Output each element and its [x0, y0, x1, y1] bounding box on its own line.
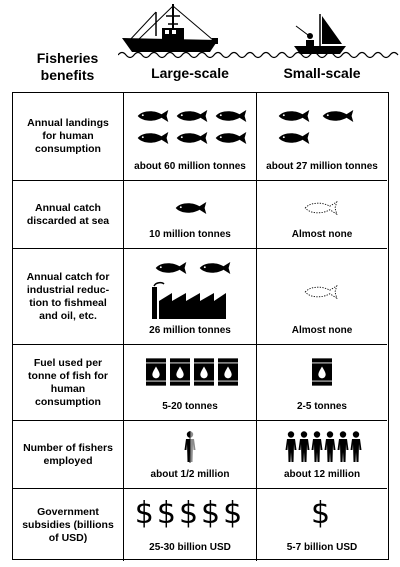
value-large-fuel: 5-20 tonnes	[162, 401, 218, 412]
value-small-landings: about 27 million tonnes	[266, 161, 378, 172]
small-sailboat-icon	[292, 12, 348, 56]
value-small-industrial: Almost none	[291, 325, 353, 336]
fish-icon-large-discarded	[174, 201, 210, 217]
person-icons-small	[285, 431, 365, 465]
cell-large-fishers	[123, 421, 256, 488]
fish-icons-small-landings	[277, 109, 367, 151]
cell-small-industrial	[256, 249, 387, 344]
value-large-industrial: 26 million tonnes	[149, 325, 231, 336]
table-row-industrial	[13, 248, 387, 344]
value-large-fishers: about 1/2 million	[150, 469, 230, 480]
comparison-table	[12, 92, 389, 560]
dollar-sign-small: $	[310, 496, 334, 531]
value-small-fishers: about 12 million	[283, 469, 361, 480]
table-row-fishers	[13, 420, 387, 488]
row-label-fuel: Fuel used per tonne of fish for human consumption	[28, 356, 108, 408]
row-label-subsidies: Government subsidies (billions of USD)	[22, 505, 114, 544]
row-label-discarded: Annual catch discarded at sea	[26, 201, 110, 227]
factory-icon	[150, 281, 230, 319]
cell-large-fuel	[123, 345, 256, 420]
fish-icons-large-landings	[136, 109, 248, 151]
fuel-barrel-icon-small	[312, 357, 334, 389]
table-row-subsidies	[13, 488, 387, 561]
value-large-subsidies: 25-30 billion USD	[149, 542, 231, 553]
value-large-landings: about 60 million tonnes	[134, 161, 246, 172]
table-row-fuel	[13, 344, 387, 420]
half-person-icon	[184, 431, 198, 465]
cell-small-subsidies	[256, 489, 387, 561]
fish-icons-large-industrial	[154, 261, 234, 277]
value-small-discarded: Almost none	[291, 229, 353, 240]
value-large-discarded: 10 million tonnes	[149, 229, 231, 240]
table-row-landings	[13, 93, 387, 180]
fuel-barrel-icons-large	[146, 357, 238, 389]
cell-large-landings	[123, 93, 256, 180]
header-small-scale: Small-scale	[283, 65, 361, 81]
row-label-fishers: Number of fishers employed	[23, 441, 113, 467]
row-label-landings: Annual landings for human consumption	[27, 117, 109, 155]
fish-outline-icon-small-discarded	[303, 201, 341, 217]
cell-small-fishers	[256, 421, 387, 488]
value-small-subsidies: 5-7 billion USD	[286, 542, 358, 553]
waves-decoration	[118, 50, 400, 60]
fish-outline-icon-small-industrial	[303, 285, 341, 301]
header-large-scale: Large-scale	[151, 65, 229, 81]
cell-small-fuel	[256, 345, 387, 420]
dollar-signs-large: $$$$$	[134, 496, 246, 531]
row-label-industrial: Annual catch for industrial reduc- tion to fishmeal and oil, etc.	[26, 270, 110, 322]
cell-small-discarded	[256, 181, 387, 248]
header-fisheries-benefits: Fisheries benefits	[36, 50, 99, 83]
cell-large-industrial	[123, 249, 256, 344]
cell-small-landings	[256, 93, 387, 180]
table-row-discarded	[13, 180, 387, 248]
cell-large-subsidies	[123, 489, 256, 561]
value-small-fuel: 2-5 tonnes	[296, 401, 347, 412]
cell-large-discarded	[123, 181, 256, 248]
